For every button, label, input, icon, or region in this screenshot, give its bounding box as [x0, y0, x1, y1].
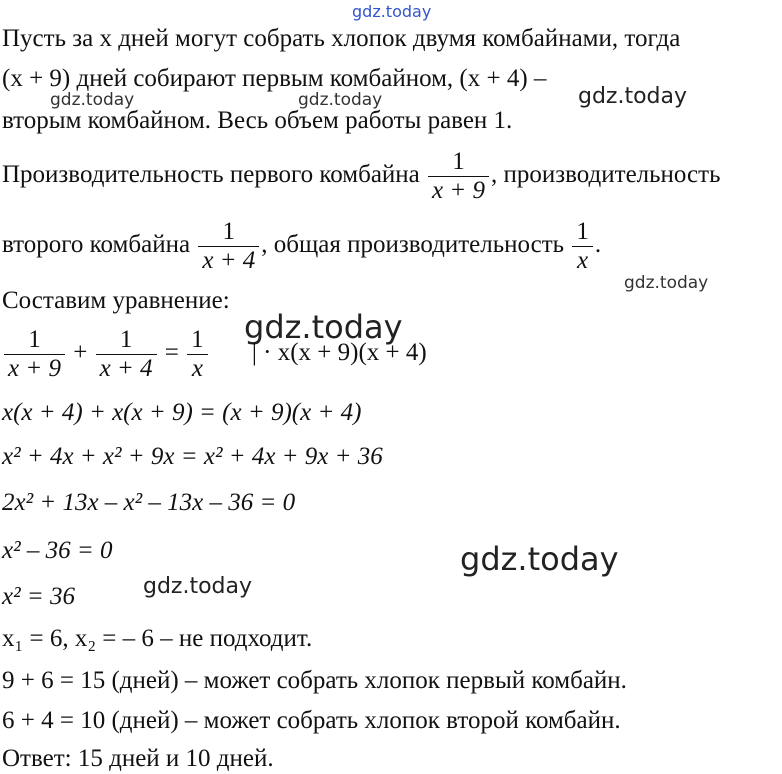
fraction-numerator: 1 [222, 218, 236, 245]
text-line: вторым комбайном. Весь объем работы равен 1. [2, 107, 513, 134]
text: , производительность [491, 161, 721, 189]
solution-step: x₁ = 6, x₂ = – 6 – не подходит. [2, 625, 313, 652]
fraction-numerator: 1 [452, 148, 465, 175]
fraction-numerator: 1 [191, 326, 204, 353]
watermark: gdz.today [578, 84, 688, 109]
text-line: (x + 9) дней собирают первым комбайном, (x + 4) – [2, 65, 547, 92]
operator: + [73, 339, 88, 367]
text: Производительность первого комбайна [2, 161, 420, 189]
answer: Ответ: 15 дней и 10 дней. [2, 745, 274, 772]
fraction-denominator: x + 4 [96, 354, 157, 383]
text-line-productivity-2 [2, 218, 601, 275]
text: . [594, 231, 602, 259]
fraction-denominator: x + 4 [198, 246, 259, 275]
solution-step: 9 + 6 = 15 (дней) – может собрать хлопок первый комбайн. [2, 667, 627, 694]
solution-step: 2x² + 13x – x² – 13x – 36 = 0 [2, 489, 296, 516]
equation-multiplier: | · x(x + 9)(x + 4) [251, 339, 427, 367]
fraction-numerator: 1 [576, 218, 589, 245]
solution-step: x² = 36 [2, 583, 75, 610]
solution-step: x(x + 4) + x(x + 9) = (x + 9)(x + 4) [2, 399, 362, 426]
fraction [96, 326, 157, 383]
solution-step: 6 + 4 = 10 (дней) – может собрать хлопок второй комбайн. [2, 707, 621, 734]
fraction [428, 148, 489, 205]
fraction-denominator: x [572, 246, 593, 275]
watermark: gdz.today [298, 90, 383, 110]
fraction-denominator: x + 9 [4, 354, 65, 383]
fraction [198, 218, 259, 275]
text-line-productivity-1 [2, 148, 720, 205]
fraction [4, 326, 65, 383]
solution-step: x² + 4x + x² + 9x = x² + 4x + 9x + 36 [2, 443, 383, 470]
fraction-numerator: 1 [119, 326, 133, 353]
fraction-denominator: x + 9 [428, 176, 489, 205]
watermark: gdz.today [460, 540, 619, 578]
fraction-numerator: 1 [28, 326, 41, 353]
watermark: gdz.today [143, 574, 253, 599]
text-line: Пусть за x дней могут собрать хлопок двумя комбайнами, тогда [2, 25, 681, 52]
text: второго комбайна [2, 231, 191, 259]
solution-step: x² – 36 = 0 [2, 537, 113, 564]
watermark-top: gdz.today [352, 2, 432, 21]
fraction [572, 218, 593, 275]
fraction-denominator: x [187, 354, 208, 383]
text: , общая производительность [261, 231, 565, 259]
watermark: gdz.today [244, 308, 403, 346]
fraction [187, 326, 208, 383]
watermark: gdz.today [50, 90, 135, 110]
equation [2, 326, 427, 383]
operator: = [164, 339, 179, 367]
watermark: gdz.today [624, 273, 709, 293]
section-heading: Составим уравнение: [2, 287, 230, 314]
